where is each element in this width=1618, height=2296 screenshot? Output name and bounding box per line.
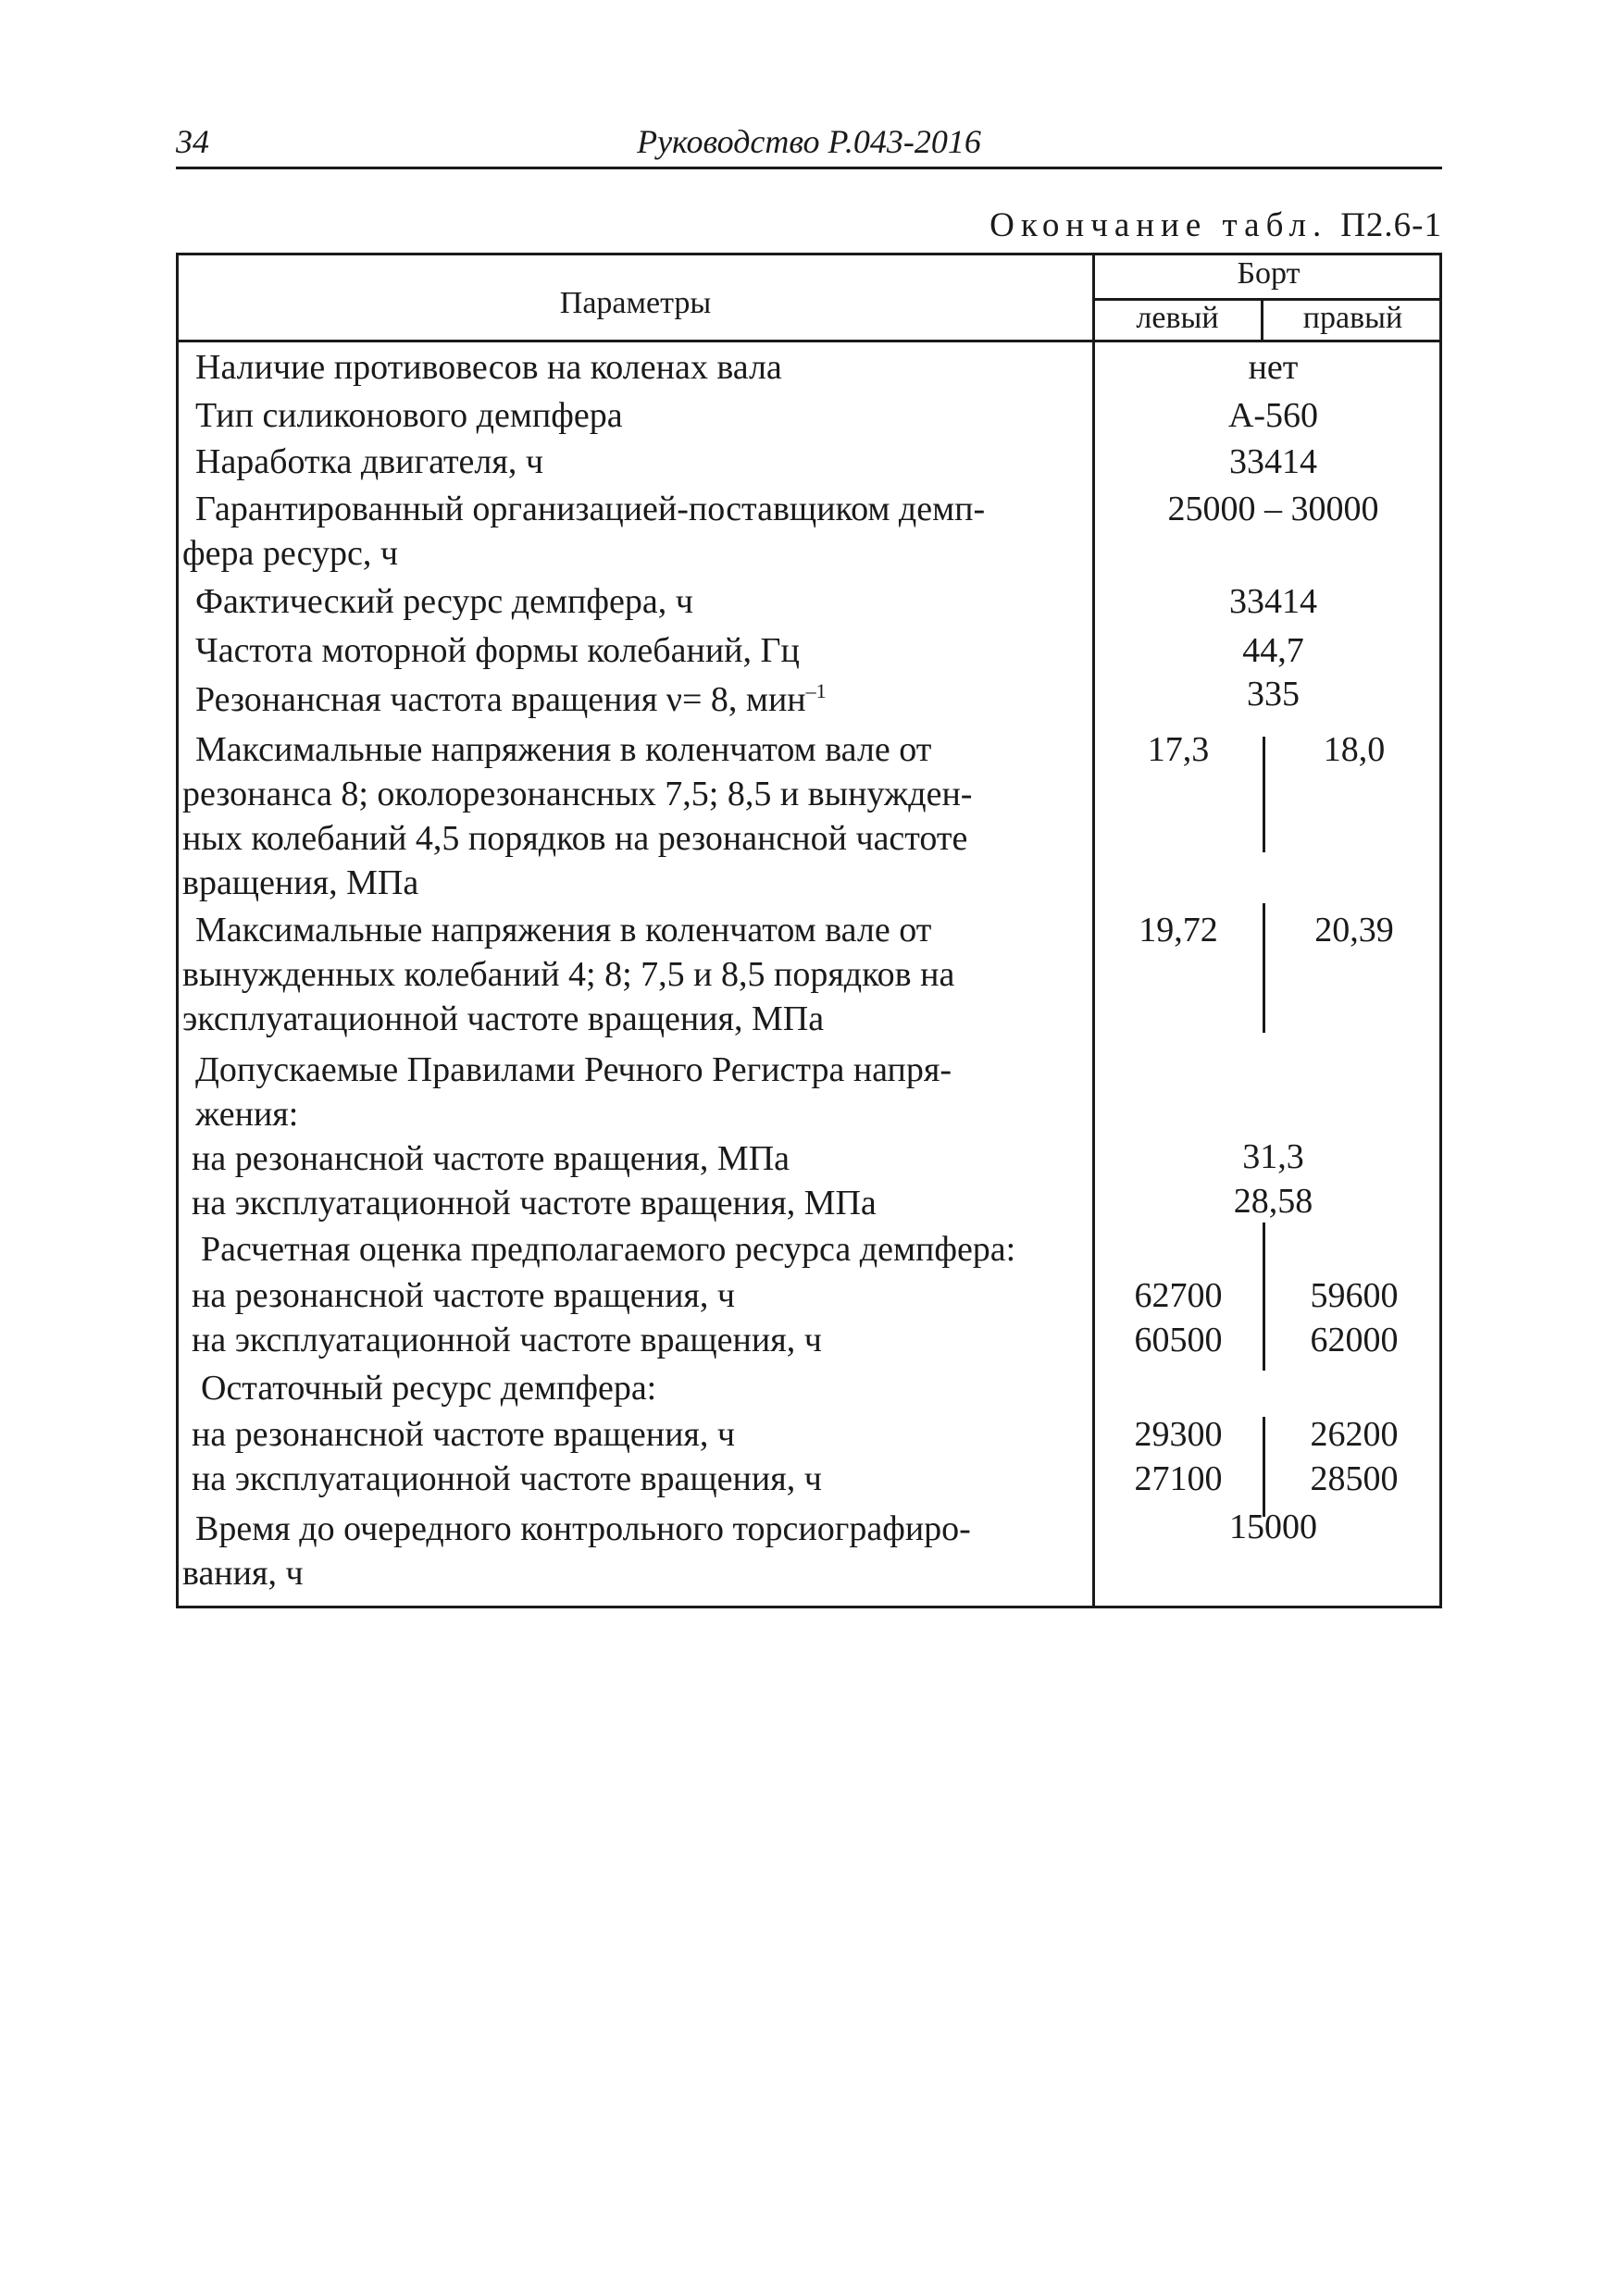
table-row-label: Расчетная оценка предполагаемого ресурса демпфера: bbox=[201, 1230, 1016, 1269]
table-row-value: 28,58 bbox=[1233, 1182, 1313, 1221]
table-row-label: на резонансной частоте вращения, МПа bbox=[192, 1139, 790, 1178]
table-row-value: 44,7 bbox=[1242, 631, 1304, 670]
table-row-value: А-560 bbox=[1227, 396, 1319, 435]
table-row-label: Тип силиконового демпфера bbox=[195, 396, 623, 435]
column-header-side: Борт bbox=[1237, 256, 1301, 291]
table-row-label-cont: резонанса 8; околорезонансных 7,5; 8,5 и вынужден- bbox=[182, 775, 973, 813]
table-row-value: 335 bbox=[1247, 675, 1300, 714]
table-row-label: на резонансной частоте вращения, ч bbox=[192, 1415, 736, 1454]
page-header bbox=[176, 122, 1442, 169]
table-row-label: Остаточный ресурс демпфера: bbox=[201, 1369, 657, 1408]
table-row-label: на эксплуатационной частоте вращения, ч bbox=[192, 1321, 822, 1359]
table-row-label-cont: эксплуатационной частоте вращения, МПа bbox=[182, 999, 825, 1038]
page-number: 34 bbox=[176, 123, 209, 160]
table-row-label: Наличие противовесов на коленах вала bbox=[195, 348, 782, 387]
table-row-value: нет bbox=[1248, 348, 1299, 387]
table-row-value-right: 20,39 bbox=[1314, 911, 1394, 949]
column-divider bbox=[1092, 255, 1095, 1608]
table-row-value: 33414 bbox=[1229, 582, 1317, 621]
table-row-label: Максимальные напряжения в коленчатом вале от bbox=[195, 730, 932, 769]
table-row-label: Резонансная частота вращения ν= 8, мин$^{-1}$ bbox=[195, 679, 827, 719]
table-row-label: на резонансной частоте вращения, ч bbox=[192, 1276, 736, 1315]
table-row-label: Допускаемые Правилами Речного Регистра напря- bbox=[195, 1050, 952, 1089]
table-row-value-right: 26200 bbox=[1310, 1415, 1399, 1454]
value-divider bbox=[1263, 737, 1265, 852]
table-row-label: на эксплуатационной частоте вращения, ч bbox=[192, 1459, 822, 1498]
table-row-value: 31,3 bbox=[1242, 1137, 1304, 1176]
value-divider bbox=[1263, 1222, 1265, 1371]
table-row-value-left: 27100 bbox=[1134, 1459, 1223, 1498]
table-row-label: Наработка двигателя, ч bbox=[195, 442, 543, 481]
table-row-label: Время до очередного контрольного торсиографиро- bbox=[195, 1509, 971, 1548]
superscript: –1 bbox=[805, 679, 827, 702]
table-row-label: Максимальные напряжения в коленчатом вале от bbox=[195, 911, 932, 949]
table-row-label-cont: фера ресурс, ч bbox=[182, 534, 399, 573]
table-row-value-right: 18,0 bbox=[1323, 730, 1386, 769]
table-row-value-left: 19,72 bbox=[1139, 911, 1218, 949]
table-row-value-left: 17,3 bbox=[1147, 730, 1210, 769]
table-row-label-cont: жения: bbox=[195, 1095, 299, 1134]
table-caption bbox=[989, 205, 1442, 245]
table-row-label-cont: вынужденных колебаний 4; 8; 7,5 и 8,5 порядков на bbox=[182, 955, 955, 994]
table-row-label: Гарантированный организацией-поставщиком демп- bbox=[195, 490, 986, 528]
table-row-label-cont: ных колебаний 4,5 порядков на резонансной частоте bbox=[182, 819, 968, 858]
table-row-value-right: 59600 bbox=[1310, 1276, 1399, 1315]
table-row-label-cont: вращения, МПа bbox=[182, 863, 419, 902]
table-row-value-left: 62700 bbox=[1134, 1276, 1223, 1315]
table-row-label-cont: вания, ч bbox=[182, 1554, 304, 1593]
table-row-value-left: 29300 bbox=[1134, 1415, 1223, 1454]
table-row-value: 33414 bbox=[1229, 442, 1317, 481]
value-divider bbox=[1263, 903, 1265, 1033]
value-divider bbox=[1263, 1417, 1265, 1517]
table-row-label: на эксплуатационной частоте вращения, МПа bbox=[192, 1184, 877, 1222]
column-header-right: правый bbox=[1302, 301, 1403, 335]
table-row-value-right: 28500 bbox=[1310, 1459, 1399, 1498]
parameters-table bbox=[176, 253, 1442, 1608]
table-row-value: 25000 – 30000 bbox=[1167, 490, 1379, 528]
column-header-parameters: Параметры bbox=[559, 286, 712, 320]
table-row-value: 15000 bbox=[1229, 1508, 1317, 1546]
running-title: Руководство Р.043-2016 bbox=[637, 123, 981, 160]
table-row-value-left: 60500 bbox=[1134, 1321, 1223, 1359]
table-row-value-right: 62000 bbox=[1310, 1321, 1399, 1359]
caption-lead: Окончание табл. bbox=[989, 206, 1328, 244]
table-row-label: Частота моторной формы колебаний, Гц bbox=[195, 631, 800, 670]
column-header-left: левый bbox=[1136, 301, 1219, 335]
table-row-label: Фактический ресурс демпфера, ч bbox=[195, 582, 693, 621]
caption-ref: П2.6-1 bbox=[1340, 206, 1442, 244]
